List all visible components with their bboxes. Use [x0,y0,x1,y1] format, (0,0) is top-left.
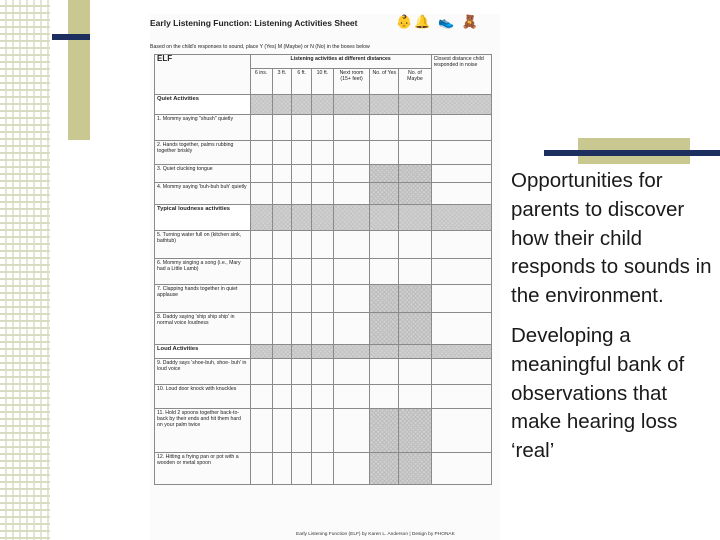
response-cell[interactable] [272,141,292,165]
response-cell[interactable] [250,313,272,345]
sheet-instructions: Based on the child's responses to sound, place Y (Yes) M (Maybe) or N (No) in the boxes below [150,44,370,50]
activity-row [155,183,492,205]
response-cell[interactable] [312,409,334,453]
response-cell[interactable] [431,259,491,285]
activity-row [155,141,492,165]
response-cell[interactable] [292,183,312,205]
response-cell[interactable] [333,453,369,485]
response-cell[interactable] [292,313,312,345]
response-cell[interactable] [399,359,431,385]
activity-label: 12. Hitting a frying pan or pot with a wooden or metal spoon [155,453,251,485]
activity-label: 5. Turning water full on (kitchen sink, bathtub) [155,231,251,259]
shaded-cell [370,409,399,453]
response-cell[interactable] [399,115,431,141]
response-cell[interactable] [399,259,431,285]
response-cell[interactable] [370,259,399,285]
section-label: Loud Activities [155,345,251,359]
header-row [155,55,492,69]
section-fill [333,205,369,231]
response-cell[interactable] [292,359,312,385]
response-cell[interactable] [272,453,292,485]
activity-label: 2. Hands together, palms rubbing together briskly [155,141,251,165]
section-fill [272,95,292,115]
activity-row [155,453,492,485]
activity-row [155,313,492,345]
shaded-cell [370,453,399,485]
response-cell[interactable] [431,409,491,453]
response-cell[interactable] [250,359,272,385]
activity-row [155,165,492,183]
response-cell[interactable] [292,115,312,141]
section-fill [399,345,431,359]
section-fill [250,345,272,359]
activity-label: 1. Mommy saying "shush" quietly [155,115,251,141]
response-cell[interactable] [370,385,399,409]
response-cell[interactable] [292,141,312,165]
response-cell[interactable] [292,385,312,409]
column-header: 6 ins. [250,69,272,95]
response-cell[interactable] [292,231,312,259]
activity-row [155,259,492,285]
section-label: Quiet Activities [155,95,251,115]
shaded-cell [399,409,431,453]
activity-label: 9. Daddy says 'shoe-buh, shoe- buh' in loud voice [155,359,251,385]
response-cell[interactable] [250,385,272,409]
response-cell[interactable] [333,409,369,453]
sheet-title: Early Listening Function: Listening Activities Sheet [150,18,358,28]
section-fill [370,205,399,231]
section-row [155,345,492,359]
response-cell[interactable] [312,141,334,165]
section-fill [333,95,369,115]
response-cell[interactable] [312,165,334,183]
section-fill [272,345,292,359]
response-cell[interactable] [399,231,431,259]
section-fill [272,205,292,231]
response-cell[interactable] [250,453,272,485]
col-closest-distance: Closest distance child responded in noise [431,55,491,95]
section-fill [250,205,272,231]
response-cell[interactable] [250,259,272,285]
activity-row [155,115,492,141]
shaded-cell [399,285,431,313]
section-fill [312,205,334,231]
response-cell[interactable] [250,409,272,453]
response-cell[interactable] [431,165,491,183]
response-cell[interactable] [370,141,399,165]
activity-label: 3. Quiet clucking tongue [155,165,251,183]
activity-row [155,385,492,409]
response-cell[interactable] [272,285,292,313]
elf-logo: ELF [157,54,173,63]
response-cell[interactable] [250,183,272,205]
section-fill [312,95,334,115]
section-fill [250,95,272,115]
section-fill [399,95,431,115]
response-cell[interactable] [292,165,312,183]
response-cell[interactable] [312,231,334,259]
activity-label: 8. Daddy saying 'ship ship ship' in normal voice loudness [155,313,251,345]
column-header: Next room (15+ feet) [333,69,369,95]
response-cell[interactable] [312,259,334,285]
response-cell[interactable] [370,231,399,259]
accent-bar-gold-left [68,0,90,140]
response-cell[interactable] [431,141,491,165]
response-cell[interactable] [370,115,399,141]
bullet-2: Developing a meaningful bank of observations that make hearing loss ‘real’ [511,323,685,463]
response-cell[interactable] [272,359,292,385]
column-header: 6 ft. [292,69,312,95]
accent-bar-navy-right [544,150,720,156]
response-cell[interactable] [312,453,334,485]
response-cell[interactable] [292,259,312,285]
response-cell[interactable] [272,165,292,183]
decorative-stripes [0,0,50,540]
response-cell[interactable] [312,285,334,313]
response-cell[interactable] [333,285,369,313]
response-cell[interactable] [250,115,272,141]
response-cell[interactable] [250,285,272,313]
response-cell[interactable] [272,385,292,409]
response-cell[interactable] [250,231,272,259]
column-header: 10 ft. [312,69,334,95]
response-cell[interactable] [272,409,292,453]
response-cell[interactable] [431,115,491,141]
section-fill [292,205,312,231]
response-cell[interactable] [312,359,334,385]
response-cell[interactable] [431,183,491,205]
activity-row [155,359,492,385]
logo-cell [155,55,251,95]
section-fill [370,95,399,115]
slide-bullets [511,167,716,477]
response-cell[interactable] [272,313,292,345]
response-cell[interactable] [312,115,334,141]
activity-label: 6. Mommy singing a song (i.e., Mary had a Little Lamb) [155,259,251,285]
shaded-cell [370,285,399,313]
response-cell[interactable] [333,259,369,285]
response-cell[interactable] [333,115,369,141]
section-fill [431,205,491,231]
shaded-cell [370,313,399,345]
response-cell[interactable] [333,231,369,259]
response-cell[interactable] [333,313,369,345]
column-header: No. of Yes [370,69,399,95]
response-cell[interactable] [333,359,369,385]
response-cell[interactable] [292,409,312,453]
activity-row [155,285,492,313]
activities-table [154,54,492,485]
section-fill [370,345,399,359]
section-fill [292,95,312,115]
section-row [155,205,492,231]
section-fill [312,345,334,359]
section-fill [333,345,369,359]
response-cell[interactable] [431,285,491,313]
shaded-cell [399,183,431,205]
shaded-cell [370,165,399,183]
activity-label: 11. Hold 2 spoons together back-to-back by their ends and hit them hard on your palm twice [155,409,251,453]
response-cell[interactable] [250,165,272,183]
response-cell[interactable] [333,385,369,409]
section-fill [399,205,431,231]
response-cell[interactable] [399,385,431,409]
response-cell[interactable] [399,141,431,165]
response-cell[interactable] [312,313,334,345]
response-cell[interactable] [272,231,292,259]
response-cell[interactable] [333,183,369,205]
activity-row [155,231,492,259]
section-fill [431,95,491,115]
activity-label: 7. Clapping hands together in quiet applause [155,285,251,313]
listening-activities-sheet [150,14,500,540]
toy-icons: 👶🔔 👟 🧸 [396,14,480,29]
bullet-1: Opportunities for parents to discover how their child responds to sounds in the environment. [511,169,712,308]
response-cell[interactable] [370,359,399,385]
section-fill [292,345,312,359]
section-fill [431,345,491,359]
shaded-cell [370,183,399,205]
header-title: Listening activities at different distances [250,55,431,69]
sheet-footer: Early Listening Function (ELF) by Karen L. Anderson | Design by PHONAK [296,532,455,537]
response-cell[interactable] [431,453,491,485]
activity-label: 10. Loud door knock with knuckles [155,385,251,409]
section-row [155,95,492,115]
response-cell[interactable] [431,359,491,385]
response-cell[interactable] [431,313,491,345]
response-cell[interactable] [333,141,369,165]
response-cell[interactable] [250,141,272,165]
response-cell[interactable] [272,259,292,285]
activity-label: 4. Mommy saying 'buh-buh buh' quietly [155,183,251,205]
response-cell[interactable] [312,385,334,409]
column-header: No. of Maybe [399,69,431,95]
response-cell[interactable] [431,231,491,259]
response-cell[interactable] [333,165,369,183]
response-cell[interactable] [292,453,312,485]
response-cell[interactable] [292,285,312,313]
accent-bar-navy-left [52,34,90,40]
section-label: Typical loudness activities [155,205,251,231]
response-cell[interactable] [272,183,292,205]
shaded-cell [399,313,431,345]
response-cell[interactable] [431,385,491,409]
column-header: 3 ft. [272,69,292,95]
response-cell[interactable] [272,115,292,141]
response-cell[interactable] [312,183,334,205]
activity-row [155,409,492,453]
shaded-cell [399,165,431,183]
shaded-cell [399,453,431,485]
